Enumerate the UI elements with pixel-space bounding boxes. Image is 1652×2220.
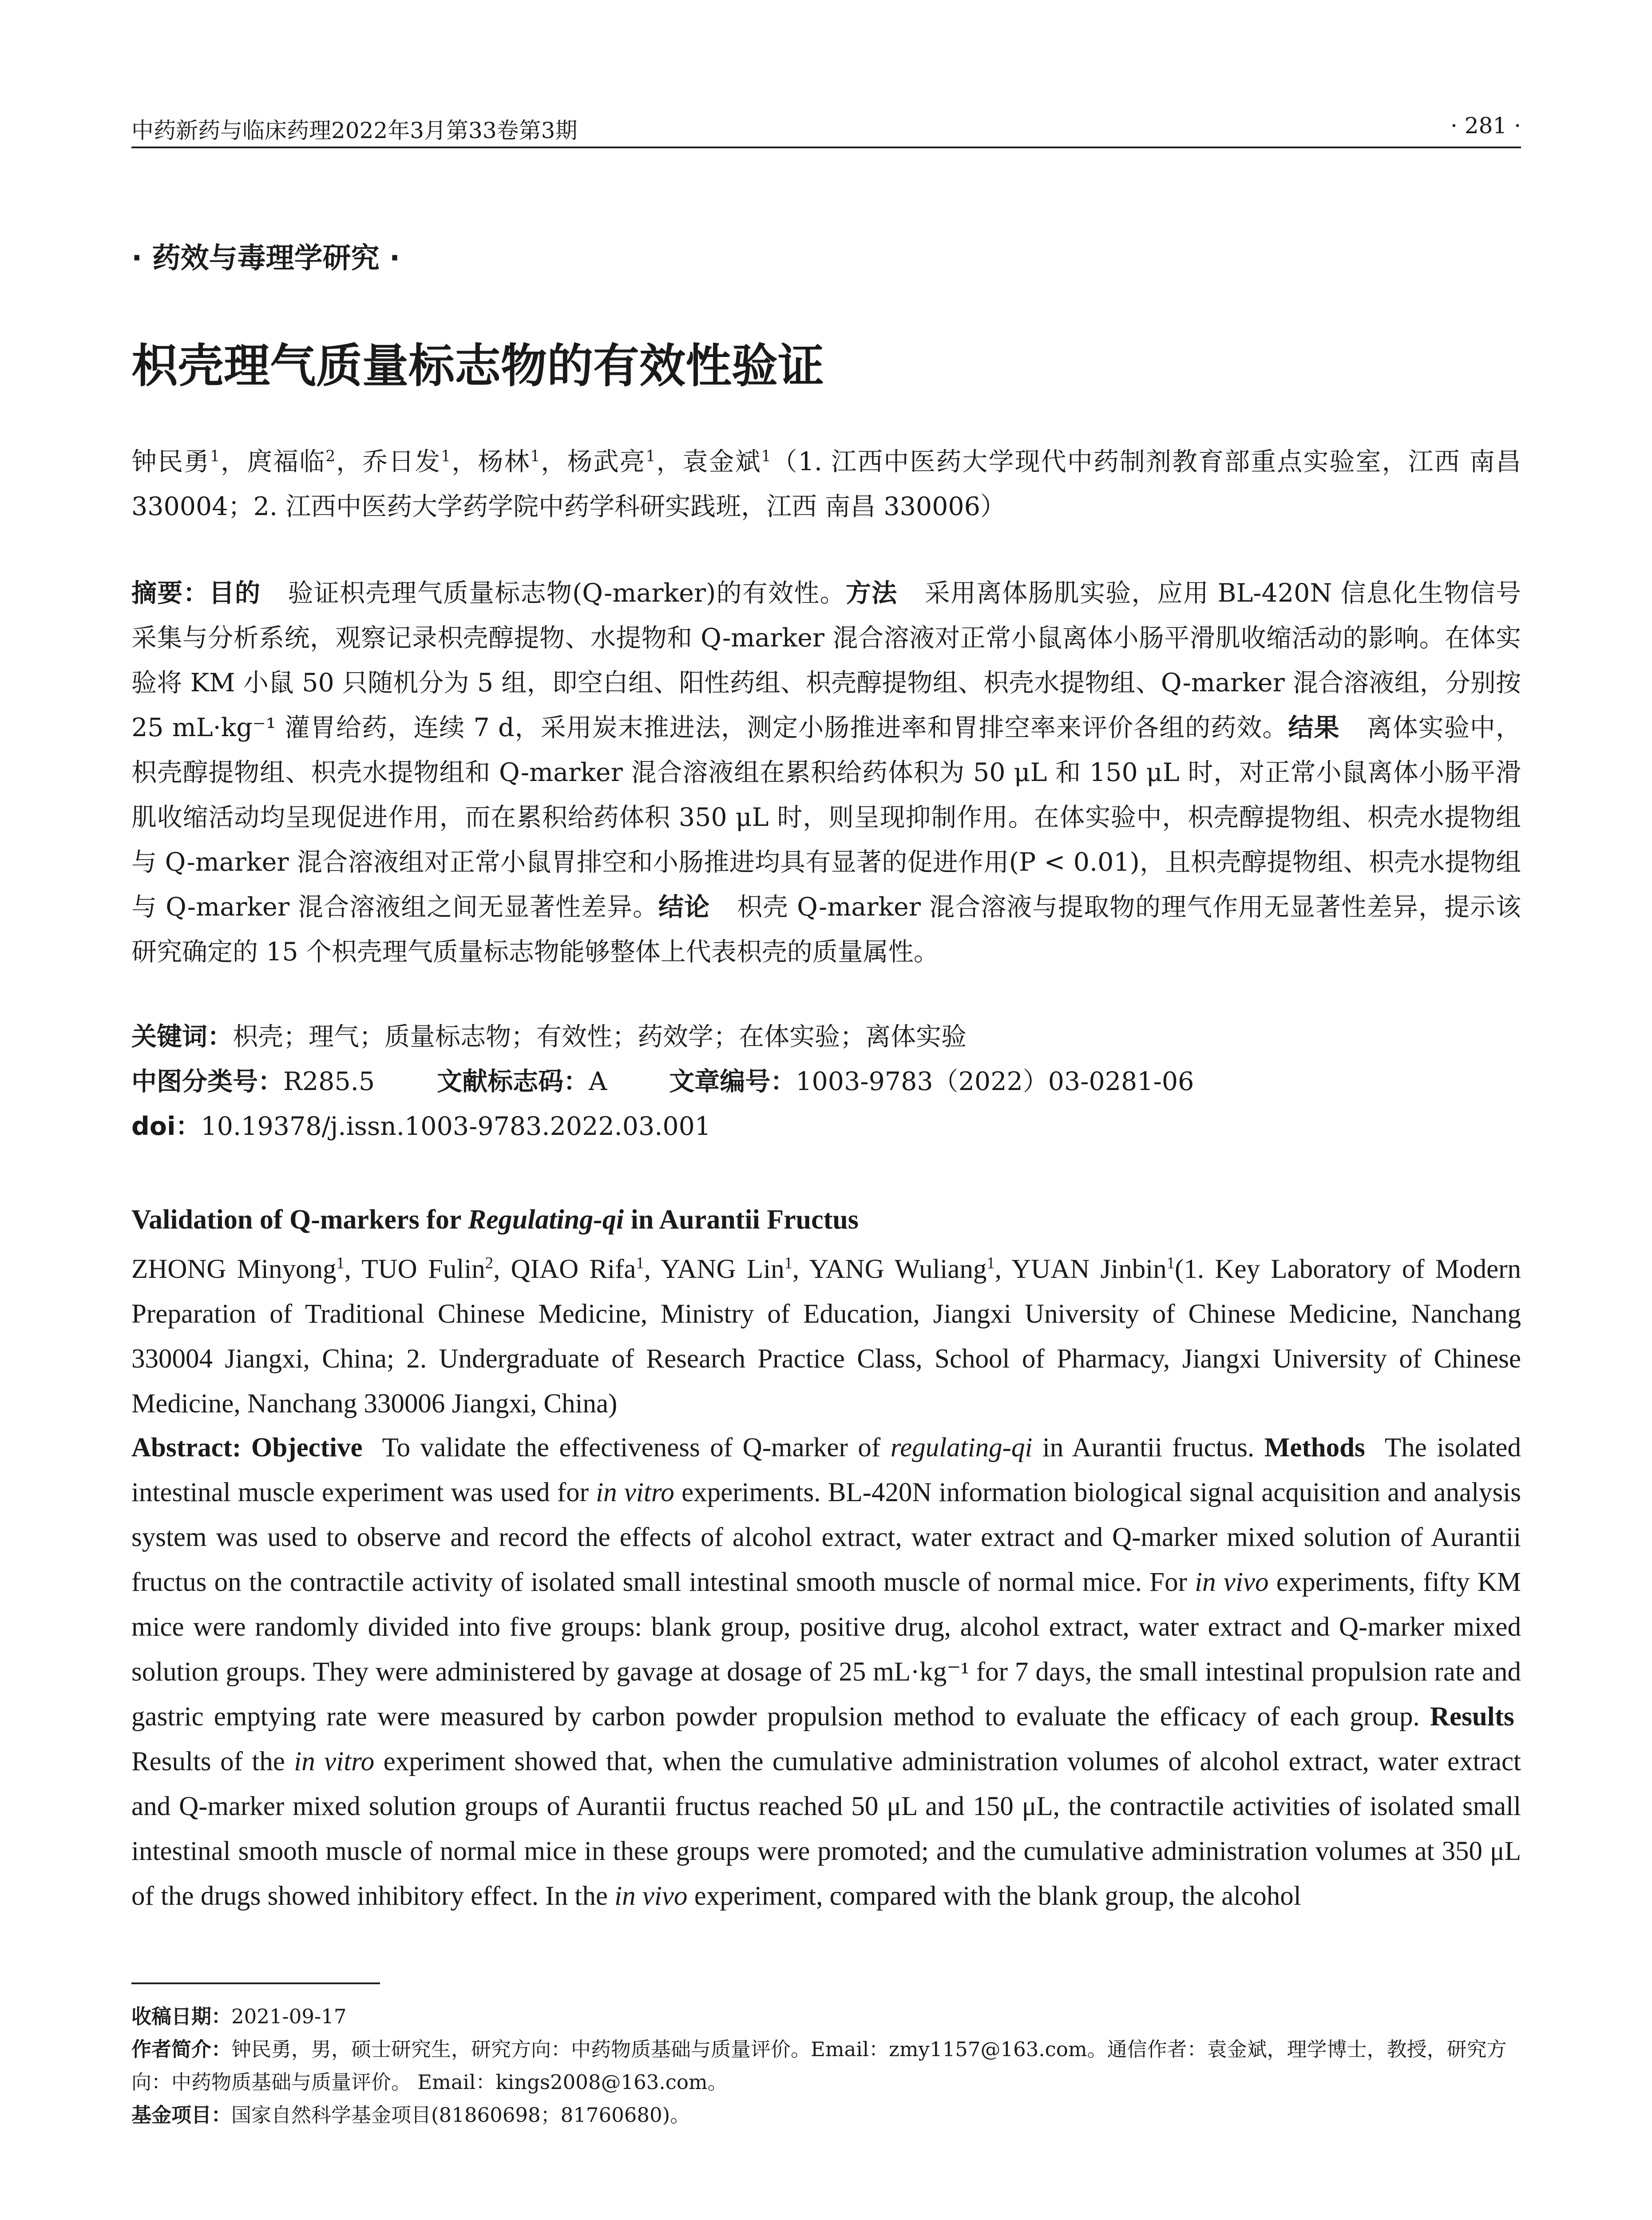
article-number-label: 文章编号： xyxy=(669,1067,796,1096)
author-sup-en: 1 xyxy=(636,1253,644,1272)
footnote-divider xyxy=(131,1982,380,1984)
objective-en-label: Objective xyxy=(251,1433,363,1463)
doi-line xyxy=(131,1104,1521,1149)
affiliation-en: (1. Key Laboratory of Modern Preparation of Traditional Chinese Medicine, Ministry of Education, Jiangxi University of Chinese Medicine, Nanchang 330004 Jiangxi, China; 2. Undergraduate of Research Practice Class, School of Pharmacy, Jiangxi University of Chinese Medicine, Nanchang 330006 Jiangxi, China) xyxy=(131,1254,1521,1419)
article-title: 枳壳理气质量标志物的有效性验证 xyxy=(131,339,824,393)
doi-value: 10.19378/j.issn.1003-9783.2022.03.001 xyxy=(201,1112,711,1141)
results-label: 结果 xyxy=(1288,713,1340,742)
methods-text: 采用离体肠肌实验，应用 BL-420N 信息化生物信号采集与分析系统，观察记录枳壳醇提物、水提物和 Q-marker 混合溶液对正常小鼠离体小肠平滑肌收缩活动的影响。在体实验将 KM 小鼠 50 只随机分为 5 组，即空白组、阳性药组、枳壳醇提物组、枳壳水提物组、Q-marker 混合溶液组，分别按 25 mL·kg⁻¹ 灌胃给药，连续 7 d，采用炭末推进法，测定小肠推进率和胃排空率来评价各组的药效。 xyxy=(131,579,1521,742)
section-label: · 药效与毒理学研究 · xyxy=(131,242,400,275)
fund-value: 国家自然科学基金项目(81860698；81760680)。 xyxy=(231,2103,690,2127)
author-sup: 1 xyxy=(530,448,540,465)
author-name: 钟民勇 xyxy=(131,447,210,476)
footnote-received xyxy=(131,2000,1521,2033)
footnote-fund xyxy=(131,2099,1521,2132)
en-title-italic: Regulating-qi xyxy=(467,1205,624,1235)
authors-en: ZHONG Minyong$^1$, TUO Fulin$^2$, QIAO Rifa$^1$, YANG Lin$^1$, YANG Wuliang$^1$, YUAN Jinbin$^1$(1. Key Laboratory of Modern Preparation of Traditional Chinese Medicine, Ministry of Education, Jiangxi University of Chinese Medicine, Nanchang 330004 Jiangxi, China; 2. Undergraduate of Research Practice Class, School of Pharmacy, Jiangxi University of Chinese Medicine, Nanchang 330006 Jiangxi, China) xyxy=(131,1253,1521,1419)
author-sup-en: 1 xyxy=(1166,1253,1175,1272)
en-title-pre: Validation of Q-markers for xyxy=(131,1205,468,1235)
methods-en-label: Methods xyxy=(1264,1433,1365,1463)
classification-line xyxy=(131,1059,1521,1104)
author-sup-en: 1 xyxy=(986,1253,995,1272)
fund-label: 基金项目： xyxy=(131,2103,232,2127)
abstract-label: 摘要： xyxy=(131,579,209,608)
page-number: · 281 · xyxy=(1450,113,1521,139)
author-name: 杨武亮 xyxy=(567,447,646,476)
results-en-italic-2: in vivo xyxy=(614,1881,688,1911)
methods-en-italic-2: in vivo xyxy=(1195,1567,1269,1597)
doi-label: doi： xyxy=(131,1112,201,1141)
objective-label: 目的 xyxy=(209,579,261,608)
author-info-label: 作者简介： xyxy=(131,2038,232,2061)
author-sup: 1 xyxy=(441,448,451,465)
keywords-text: 枳壳；理气；质量标志物；有效性；药效学；在体实验；离体实验 xyxy=(233,1022,967,1051)
author-sup: 2 xyxy=(325,448,336,465)
conclusion-text: 枳壳 Q-marker 混合溶液与提取物的理气作用无显著性差异，提示该研究确定的 15 个枳壳理气质量标志物能够整体上代表枳壳的质量属性。 xyxy=(131,892,1521,967)
authors-cn: 钟民勇$^1$，庹福临$^2$，乔日发$^1$，杨林$^1$，杨武亮$^1$，袁金斌$^1$（1. 江西中医药大学现代中药制剂教育部重点实验室，江西 南昌 330004；2. 江西中医药大学药学院中药学科研实践班，江西 南昌 330006） xyxy=(131,447,1521,521)
methods-label: 方法 xyxy=(845,579,898,608)
methods-en-b: experiments. BL-420N information biological signal acquisition and analysis system was used to observe and record the effects of alcohol extract, water extract and Q-marker mixed solution of Aurantii fructus on the contractile activity of isolated small intestinal smooth muscle of normal mice. For xyxy=(131,1478,1521,1597)
results-en-c: experiment, compared with the blank group, the alcohol xyxy=(687,1881,1301,1911)
author-sup-en: 2 xyxy=(485,1253,494,1272)
article-number-value: 1003-9783（2022）03-0281-06 xyxy=(796,1067,1194,1096)
doc-code-value: A xyxy=(589,1067,607,1096)
author-sup: 1 xyxy=(761,448,771,465)
author-sup-en: 1 xyxy=(336,1253,345,1272)
methods-en-italic-1: in vitro xyxy=(596,1478,674,1507)
received-label: 收稿日期： xyxy=(131,2005,232,2028)
results-text: 离体实验中，枳壳醇提物组、枳壳水提物组和 Q-marker 混合溶液组在累积给药体积为 50 μL 和 150 μL 时，对正常小鼠离体小肠平滑肌收缩活动均呈现促进作用，而在累积给药体积 350 μL 时，则呈现抑制作用。在体实验中，枳壳醇提物组、枳壳水提物组与 Q-marker 混合溶液组对正常小鼠胃排空和小肠推进均具有显著的促进作用(P < 0.01)，且枳壳醇提物组、枳壳水提物组与 Q-marker 混合溶液组之间无显著性差异。 xyxy=(131,713,1521,922)
objective-text: 验证枳壳理气质量标志物(Q-marker)的有效性。 xyxy=(287,579,846,608)
journal-name: 中药新药与临床药理2022年3月第33卷第3期 xyxy=(131,118,578,143)
clc-label: 中图分类号： xyxy=(131,1067,283,1096)
keywords-label: 关键词： xyxy=(131,1022,233,1051)
english-title xyxy=(131,1204,1521,1236)
abstract-cn xyxy=(131,571,1521,975)
results-en-b: experiment showed that, when the cumulative administration volumes of alcohol extract, water extract and Q-marker mixed solution groups of Aurantii fructus reached 50 μL and 150 μL, the contractile activities of isolated small intestinal smooth muscle of normal mice in these groups were promoted; and the cumulative administration volumes at 350 μL of the drugs showed inhibitory effect. In the xyxy=(131,1747,1521,1911)
keywords xyxy=(131,1015,1521,1059)
doc-code-label: 文献标志码： xyxy=(437,1067,589,1096)
results-en-a: Results of the xyxy=(131,1747,294,1776)
footnote-author xyxy=(131,2033,1521,2099)
abstract-en-label: Abstract: xyxy=(131,1433,242,1463)
author-sup: 1 xyxy=(646,448,656,465)
author-name: 庹福临 xyxy=(247,447,326,476)
author-name-en: TUO Fulin xyxy=(361,1254,485,1284)
affiliation-cn: （1. 江西中医药大学现代中药制剂教育部重点实验室，江西 南昌 330004；2. 江西中医药大学药学院中药学科研实践班，江西 南昌 330006） xyxy=(131,447,1521,521)
methods-en-c: experiments, fifty KM mice were randomly divided into five groups: blank group, positive drug, alcohol extract, water extract and Q-marker mixed solution groups. They were administered by gavage at dosage of 25 mL·kg⁻¹ for 7 days, the small intestinal propulsion rate and gastric emptying rate were measured by carbon powder propulsion method to evaluate the efficacy of each group. xyxy=(131,1567,1521,1732)
running-header xyxy=(131,111,1521,148)
objective-en-italic: regulating-qi xyxy=(890,1433,1033,1463)
author-sup-en: 1 xyxy=(784,1253,792,1272)
objective-en-b: in Aurantii fructus. xyxy=(1032,1433,1255,1463)
abstract-en xyxy=(131,1425,1521,1919)
author-info-value: 钟民勇，男，硕士研究生，研究方向：中药物质基础与质量评价。Email：zmy1157@163.com。通信作者：袁金斌，理学博士，教授，研究方向：中药物质基础与质量评价。 Email：kings2008@163.com。 xyxy=(131,2038,1507,2094)
en-title-post: in Aurantii Fructus xyxy=(624,1205,859,1235)
received-value: 2021-09-17 xyxy=(231,2005,347,2028)
author-name-en: ZHONG Minyong xyxy=(131,1254,337,1284)
author-name-en: YANG Lin xyxy=(661,1254,784,1284)
clc-value: R285.5 xyxy=(283,1067,375,1096)
results-en-label: Results xyxy=(1430,1702,1514,1732)
methods-en-a: The isolated intestinal muscle experiment was used for xyxy=(131,1433,1521,1507)
author-name: 袁金斌 xyxy=(682,447,761,476)
conclusion-label: 结论 xyxy=(658,892,710,922)
author-sup: 1 xyxy=(210,448,220,465)
results-en-italic-1: in vitro xyxy=(294,1747,375,1776)
footnotes xyxy=(131,2000,1521,2132)
author-name-en: YUAN Jinbin xyxy=(1011,1254,1167,1284)
author-name: 杨林 xyxy=(478,447,531,476)
objective-en-a: To validate the effectiveness of Q-marker of xyxy=(382,1433,891,1463)
author-name: 乔日发 xyxy=(362,447,441,476)
author-name-en: QIAO Rifa xyxy=(511,1254,636,1284)
author-name-en: YANG Wuliang xyxy=(809,1254,987,1284)
